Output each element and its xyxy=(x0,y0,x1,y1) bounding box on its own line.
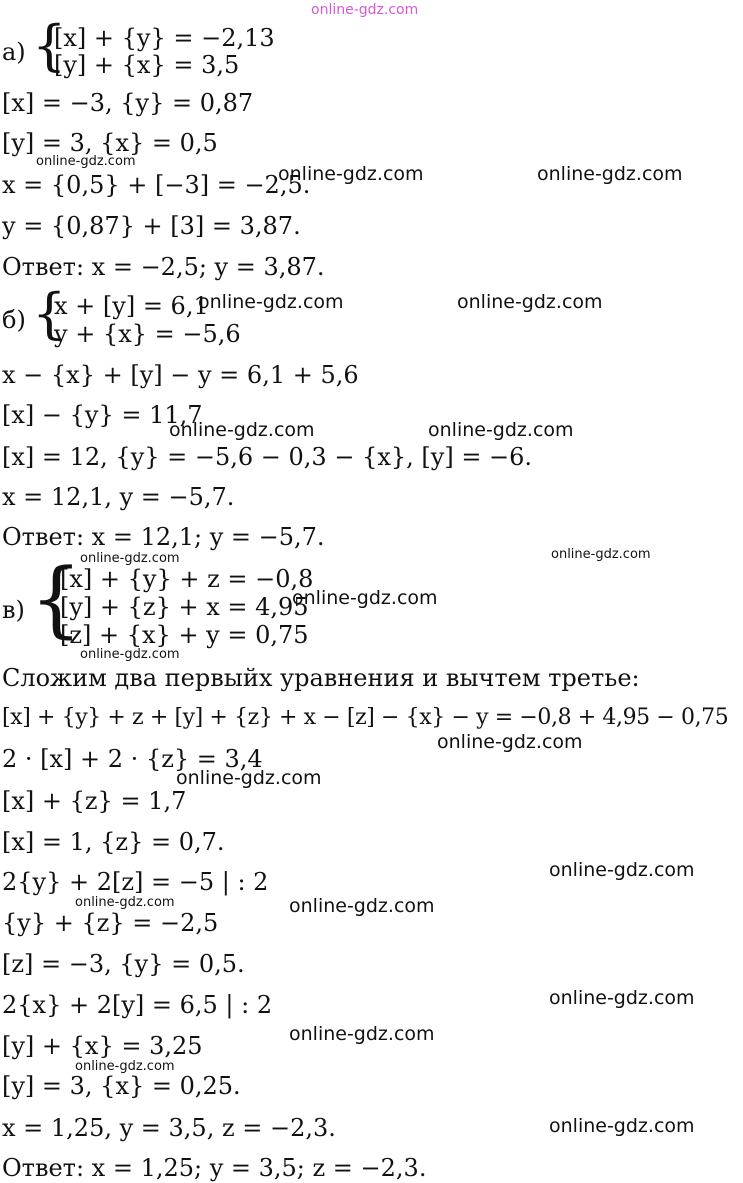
line-b-2: [x] − {y} = 11,7 xyxy=(2,401,203,429)
system-b-eq1: x + [y] = 6,1 xyxy=(54,292,209,320)
watermark-top: online-gdz.com xyxy=(311,2,419,18)
line-a-4: y = {0,87} + [3] = 3,87. xyxy=(2,212,301,240)
watermark: online-gdz.com xyxy=(198,291,344,313)
watermark: online-gdz.com xyxy=(176,767,322,789)
watermark: online-gdz.com xyxy=(549,859,695,881)
watermark: online-gdz.com xyxy=(428,419,574,441)
line-c-11: [y] = 3, {x} = 0,25. xyxy=(2,1072,241,1100)
brace-c: { xyxy=(30,552,83,647)
system-c-eq2: [y] + {z} + x = 4,95 xyxy=(60,593,309,621)
line-a-3: x = {0,5} + [−3] = −2,5. xyxy=(2,171,311,199)
system-c-eq3: [z] + {x} + y = 0,75 xyxy=(60,621,309,649)
watermark: online-gdz.com xyxy=(75,895,175,910)
line-c-2: [x] + {y} + z + [y] + {z} + x − [z] − {x} − y = −0,8 + 4,95 − 0,75 xyxy=(2,705,729,730)
system-a xyxy=(0,14,300,80)
label-b: б) xyxy=(2,306,26,334)
line-c-10: [y] + {x} = 3,25 xyxy=(2,1032,203,1060)
label-a: а) xyxy=(2,38,26,66)
answer-b: Ответ: x = 12,1; y = −5,7. xyxy=(2,523,325,551)
answer-a: Ответ: x = −2,5; y = 3,87. xyxy=(2,253,325,281)
watermark: online-gdz.com xyxy=(537,163,683,185)
line-b-3: [x] = 12, {y} = −5,6 − 0,3 − {x}, [y] = −6. xyxy=(2,443,533,471)
label-c: в) xyxy=(2,596,25,624)
watermark: online-gdz.com xyxy=(80,551,180,566)
watermark: online-gdz.com xyxy=(457,291,603,313)
brace-a: { xyxy=(32,14,67,77)
watermark: online-gdz.com xyxy=(36,154,136,169)
line-b-4: x = 12,1, y = −5,7. xyxy=(2,483,235,511)
watermark: online-gdz.com xyxy=(549,1115,695,1137)
watermark: online-gdz.com xyxy=(80,647,180,662)
line-c-6: 2{y} + 2[z] = −5 | : 2 xyxy=(2,868,269,896)
line-c-5: [x] = 1, {z} = 0,7. xyxy=(2,828,225,856)
watermark: online-gdz.com xyxy=(289,895,435,917)
line-a-1: [x] = −3, {y} = 0,87 xyxy=(2,89,254,117)
line-c-3: 2 · [x] + 2 · {z} = 3,4 xyxy=(2,745,263,773)
watermark: online-gdz.com xyxy=(289,1023,435,1045)
system-a-eq1: [x] + {y} = −2,13 xyxy=(54,24,275,52)
system-b-eq2: y + {x} = −5,6 xyxy=(54,320,241,348)
watermark: online-gdz.com xyxy=(75,1059,175,1074)
line-c-1: Сложим два первыйх уравнения и вычтем третье: xyxy=(2,664,640,692)
watermark: online-gdz.com xyxy=(437,731,583,753)
line-c-9: 2{x} + 2[y] = 6,5 | : 2 xyxy=(2,991,273,1019)
line-c-7: {y} + {z} = −2,5 xyxy=(2,909,219,937)
watermark: online-gdz.com xyxy=(278,163,424,185)
watermark: online-gdz.com xyxy=(551,547,651,562)
watermark: online-gdz.com xyxy=(549,987,695,1009)
watermark: online-gdz.com xyxy=(169,419,315,441)
watermark: online-gdz.com xyxy=(292,587,438,609)
line-c-8: [z] = −3, {y} = 0,5. xyxy=(2,950,245,978)
line-b-1: x − {x} + [y] − y = 6,1 + 5,6 xyxy=(2,361,359,389)
system-c-eq1: [x] + {y} + z = −0,8 xyxy=(60,565,314,593)
line-c-12: x = 1,25, y = 3,5, z = −2,3. xyxy=(2,1114,336,1142)
line-c-4: [x] + {z} = 1,7 xyxy=(2,787,187,815)
system-a-eq2: [y] + {x} = 3,5 xyxy=(54,51,240,79)
answer-c: Ответ: x = 1,25; y = 3,5; z = −2,3. xyxy=(2,1154,427,1182)
line-a-2: [y] = 3, {x} = 0,5 xyxy=(2,129,218,157)
brace-b: { xyxy=(32,282,67,345)
